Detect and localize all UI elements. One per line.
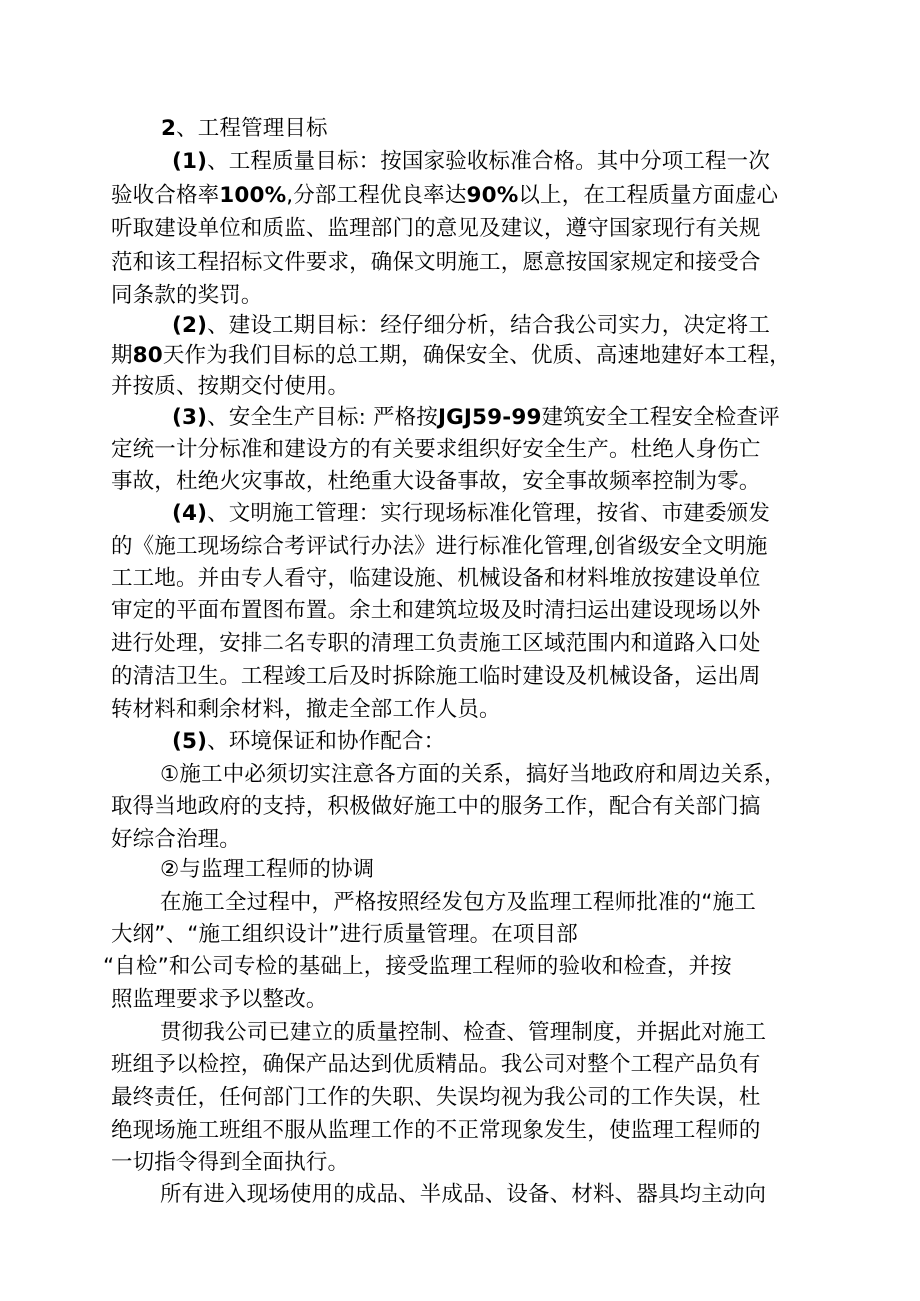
paragraph-line: 工工地。并由专人看守，临建设施、机械设备和材料堆放按建设单位 bbox=[111, 566, 761, 591]
paragraph-line: 班组予以检控，确保产品达到优质精品。我公司对整个工程产品负有 bbox=[111, 1052, 761, 1077]
paragraph-line: 听取建设单位和质监、监理部门的意见及建议，遵守国家现行有关规 bbox=[111, 216, 761, 241]
paragraph-line: ①施工中必须切实注意各方面的关系，搞好当地政府和周边关系， bbox=[160, 762, 786, 787]
paragraph-line: 的清洁卫生。工程竣工后及时拆除施工临时建设及机械设备，运出周 bbox=[111, 664, 761, 689]
paragraph-line: 事故，杜绝火灾事故，杜绝重大设备事故，安全事故频率控制为零。 bbox=[111, 469, 761, 494]
paragraph-line: 的《施工现场综合考评试行办法》进行标准化管理,创省级安全文明施 bbox=[111, 534, 768, 559]
paragraph-line: (4)、文明施工管理：实行现场标准化管理，按省、市建委颁发 bbox=[172, 501, 770, 526]
paragraph-line: “自检”和公司专检的基础上，接受监理工程师的验收和检查，并按 bbox=[103, 954, 732, 979]
paragraph-line: 取得当地政府的支持，积极做好施工中的服务工作，配合有关部门搞 bbox=[111, 794, 761, 819]
paragraph-line: 一切指令得到全面执行。 bbox=[111, 1150, 350, 1175]
paragraph-line: 在施工全过程中，严格按照经发包方及监理工程师批准的“施工 bbox=[160, 890, 756, 915]
paragraph-line: 大纲”、“施工组织设计”进行质量管理。在项目部 bbox=[111, 922, 578, 947]
paragraph-line: 验收合格率100%,分部工程优良率达90%以上，在工程质量方面虚心 bbox=[111, 183, 779, 208]
paragraph-line: 进行处理，安排二名专职的清理工负责施工区域范围内和道路入口处 bbox=[111, 631, 761, 656]
section-heading: 2、工程管理目标 bbox=[161, 116, 328, 141]
paragraph-line: 转材料和剩余材料，撤走全部工作人员。 bbox=[111, 697, 501, 722]
paragraph-line: ②与监理工程师的协调 bbox=[160, 857, 375, 882]
paragraph-line: 贯彻我公司已建立的质量控制、检查、管理制度，并据此对施工 bbox=[160, 1020, 767, 1045]
paragraph-line: 好综合治理。 bbox=[111, 827, 241, 852]
paragraph-line: (2)、建设工期目标：经仔细分析，结合我公司实力，决定将工 bbox=[172, 313, 770, 338]
paragraph-line: 期80天作为我们目标的总工期，确保安全、优质、高速地建好本工程， bbox=[111, 343, 791, 368]
paragraph-line: 审定的平面布置图布置。余土和建筑垃圾及时清扫运出建设现场以外 bbox=[111, 598, 761, 623]
paragraph-line: (1)、工程质量目标：按国家验收标准合格。其中分项工程一次 bbox=[172, 149, 770, 174]
paragraph-line: (5)、环境保证和协作配合： bbox=[172, 729, 446, 754]
paragraph-line: 范和该工程招标文件要求，确保文明施工，愿意按国家规定和接受合 bbox=[111, 250, 761, 275]
paragraph-line: (3)、安全生产目标: 严格按JGJ59-99建筑安全工程安全检查评 bbox=[172, 405, 780, 430]
paragraph-line: 最终责任，任何部门工作的失职、失误均视为我公司的工作失误，杜 bbox=[111, 1085, 761, 1110]
paragraph-line: 照监理要求予以整改。 bbox=[111, 987, 328, 1012]
paragraph-line: 绝现场施工班组不服从监理工作的不正常现象发生，使监理工程师的 bbox=[111, 1118, 761, 1143]
paragraph-line: 同条款的奖罚。 bbox=[111, 283, 263, 308]
paragraph-line: 并按质、按期交付使用。 bbox=[111, 374, 350, 399]
paragraph-line: 所有进入现场使用的成品、半成品、设备、材料、器具均主动向 bbox=[160, 1182, 767, 1207]
paragraph-line: 定统一计分标准和建设方的有关要求组织好安全生产。杜绝人身伤亡 bbox=[111, 437, 761, 462]
